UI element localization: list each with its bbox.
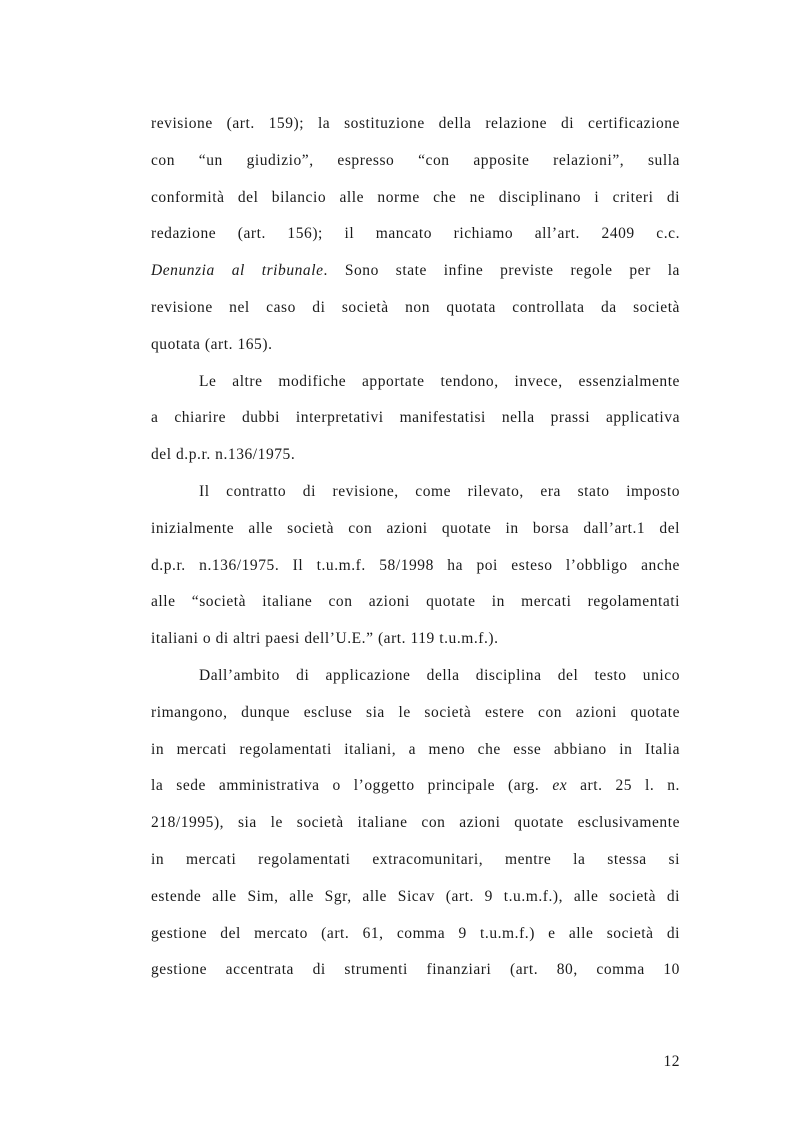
text-line — [151, 364, 680, 401]
text-line — [151, 695, 680, 732]
text-line — [151, 474, 680, 511]
text-line — [151, 548, 680, 585]
text-line — [151, 842, 680, 879]
text-segment: gestione accentrata di strumenti finanziari (art. 80, comma 10 — [151, 961, 680, 979]
text-line — [151, 511, 680, 548]
text-line — [151, 327, 680, 364]
text-line — [151, 805, 680, 842]
text-line — [151, 658, 680, 695]
text-segment: in mercati regolamentati extracomunitari, mentre la stessa si — [151, 850, 680, 868]
page-number: 12 — [663, 1053, 680, 1070]
text-segment: revisione nel caso di società non quotata controllata da società — [151, 298, 680, 316]
text-line — [151, 216, 680, 253]
body-text — [151, 106, 680, 989]
text-segment: revisione (art. 159); la sostituzione della relazione di certificazione — [151, 115, 680, 132]
text-segment: alle “società italiane con azioni quotate in mercati regolamentati — [151, 593, 680, 611]
text-segment: conformità del bilancio alle norme che ne disciplinano i criteri di — [151, 188, 680, 206]
text-segment: italiani o di altri paesi dell’U.E.” (art. 119 t.u.m.f.). — [151, 630, 499, 648]
text-line — [151, 437, 680, 474]
text-segment: . Sono state infine previste regole per la — [323, 262, 680, 280]
text-line — [151, 879, 680, 916]
text-segment: redazione (art. 156); il mancato richiamo all’art. 2409 c.c. — [151, 225, 680, 243]
text-line — [151, 584, 680, 621]
text-line — [151, 290, 680, 327]
text-segment: art. 25 l. n. — [567, 777, 680, 795]
text-line — [151, 732, 680, 769]
text-segment: gestione del mercato (art. 61, comma 9 t.u.m.f.) e alle società di — [151, 924, 680, 942]
text-line — [151, 952, 680, 989]
text-segment: la sede amministrativa o l’oggetto principale (arg. — [151, 777, 553, 795]
text-line — [151, 768, 680, 805]
text-line — [151, 916, 680, 953]
text-segment: estende alle Sim, alle Sgr, alle Sicav (art. 9 t.u.m.f.), alle società di — [151, 887, 680, 905]
text-segment: del d.p.r. n.136/1975. — [151, 446, 296, 464]
text-segment: Il contratto di revisione, come rilevato, era stato imposto — [199, 482, 680, 500]
text-segment: con “un giudizio”, espresso “con apposite relazioni”, sulla — [151, 151, 680, 169]
text-segment: d.p.r. n.136/1975. Il t.u.m.f. 58/1998 ha poi esteso l’obbligo anche — [151, 556, 680, 574]
text-segment: inizialmente alle società con azioni quotate in borsa dall’art.1 del — [151, 519, 680, 537]
text-segment: quotata (art. 165). — [151, 335, 273, 353]
text-segment: Le altre modifiche apportate tendono, invece, essenzialmente — [199, 372, 680, 390]
text-segment: rimangono, dunque escluse sia le società estere con azioni quotate — [151, 703, 680, 721]
italic-text: Denunzia al tribunale — [151, 262, 324, 280]
text-line — [151, 106, 680, 143]
text-line — [151, 180, 680, 217]
italic-text: ex — [552, 777, 568, 795]
text-segment: in mercati regolamentati italiani, a meno che esse abbiano in Italia — [151, 740, 680, 758]
text-segment: 218/1995), sia le società italiane con azioni quotate esclusivamente — [151, 814, 680, 832]
text-line — [151, 400, 680, 437]
text-line — [151, 621, 680, 658]
text-segment: Dall’ambito di applicazione della disciplina del testo unico — [199, 666, 680, 684]
text-line — [151, 253, 680, 290]
text-line — [151, 143, 680, 180]
text-segment: a chiarire dubbi interpretativi manifestatisi nella prassi applicativa — [151, 409, 680, 427]
